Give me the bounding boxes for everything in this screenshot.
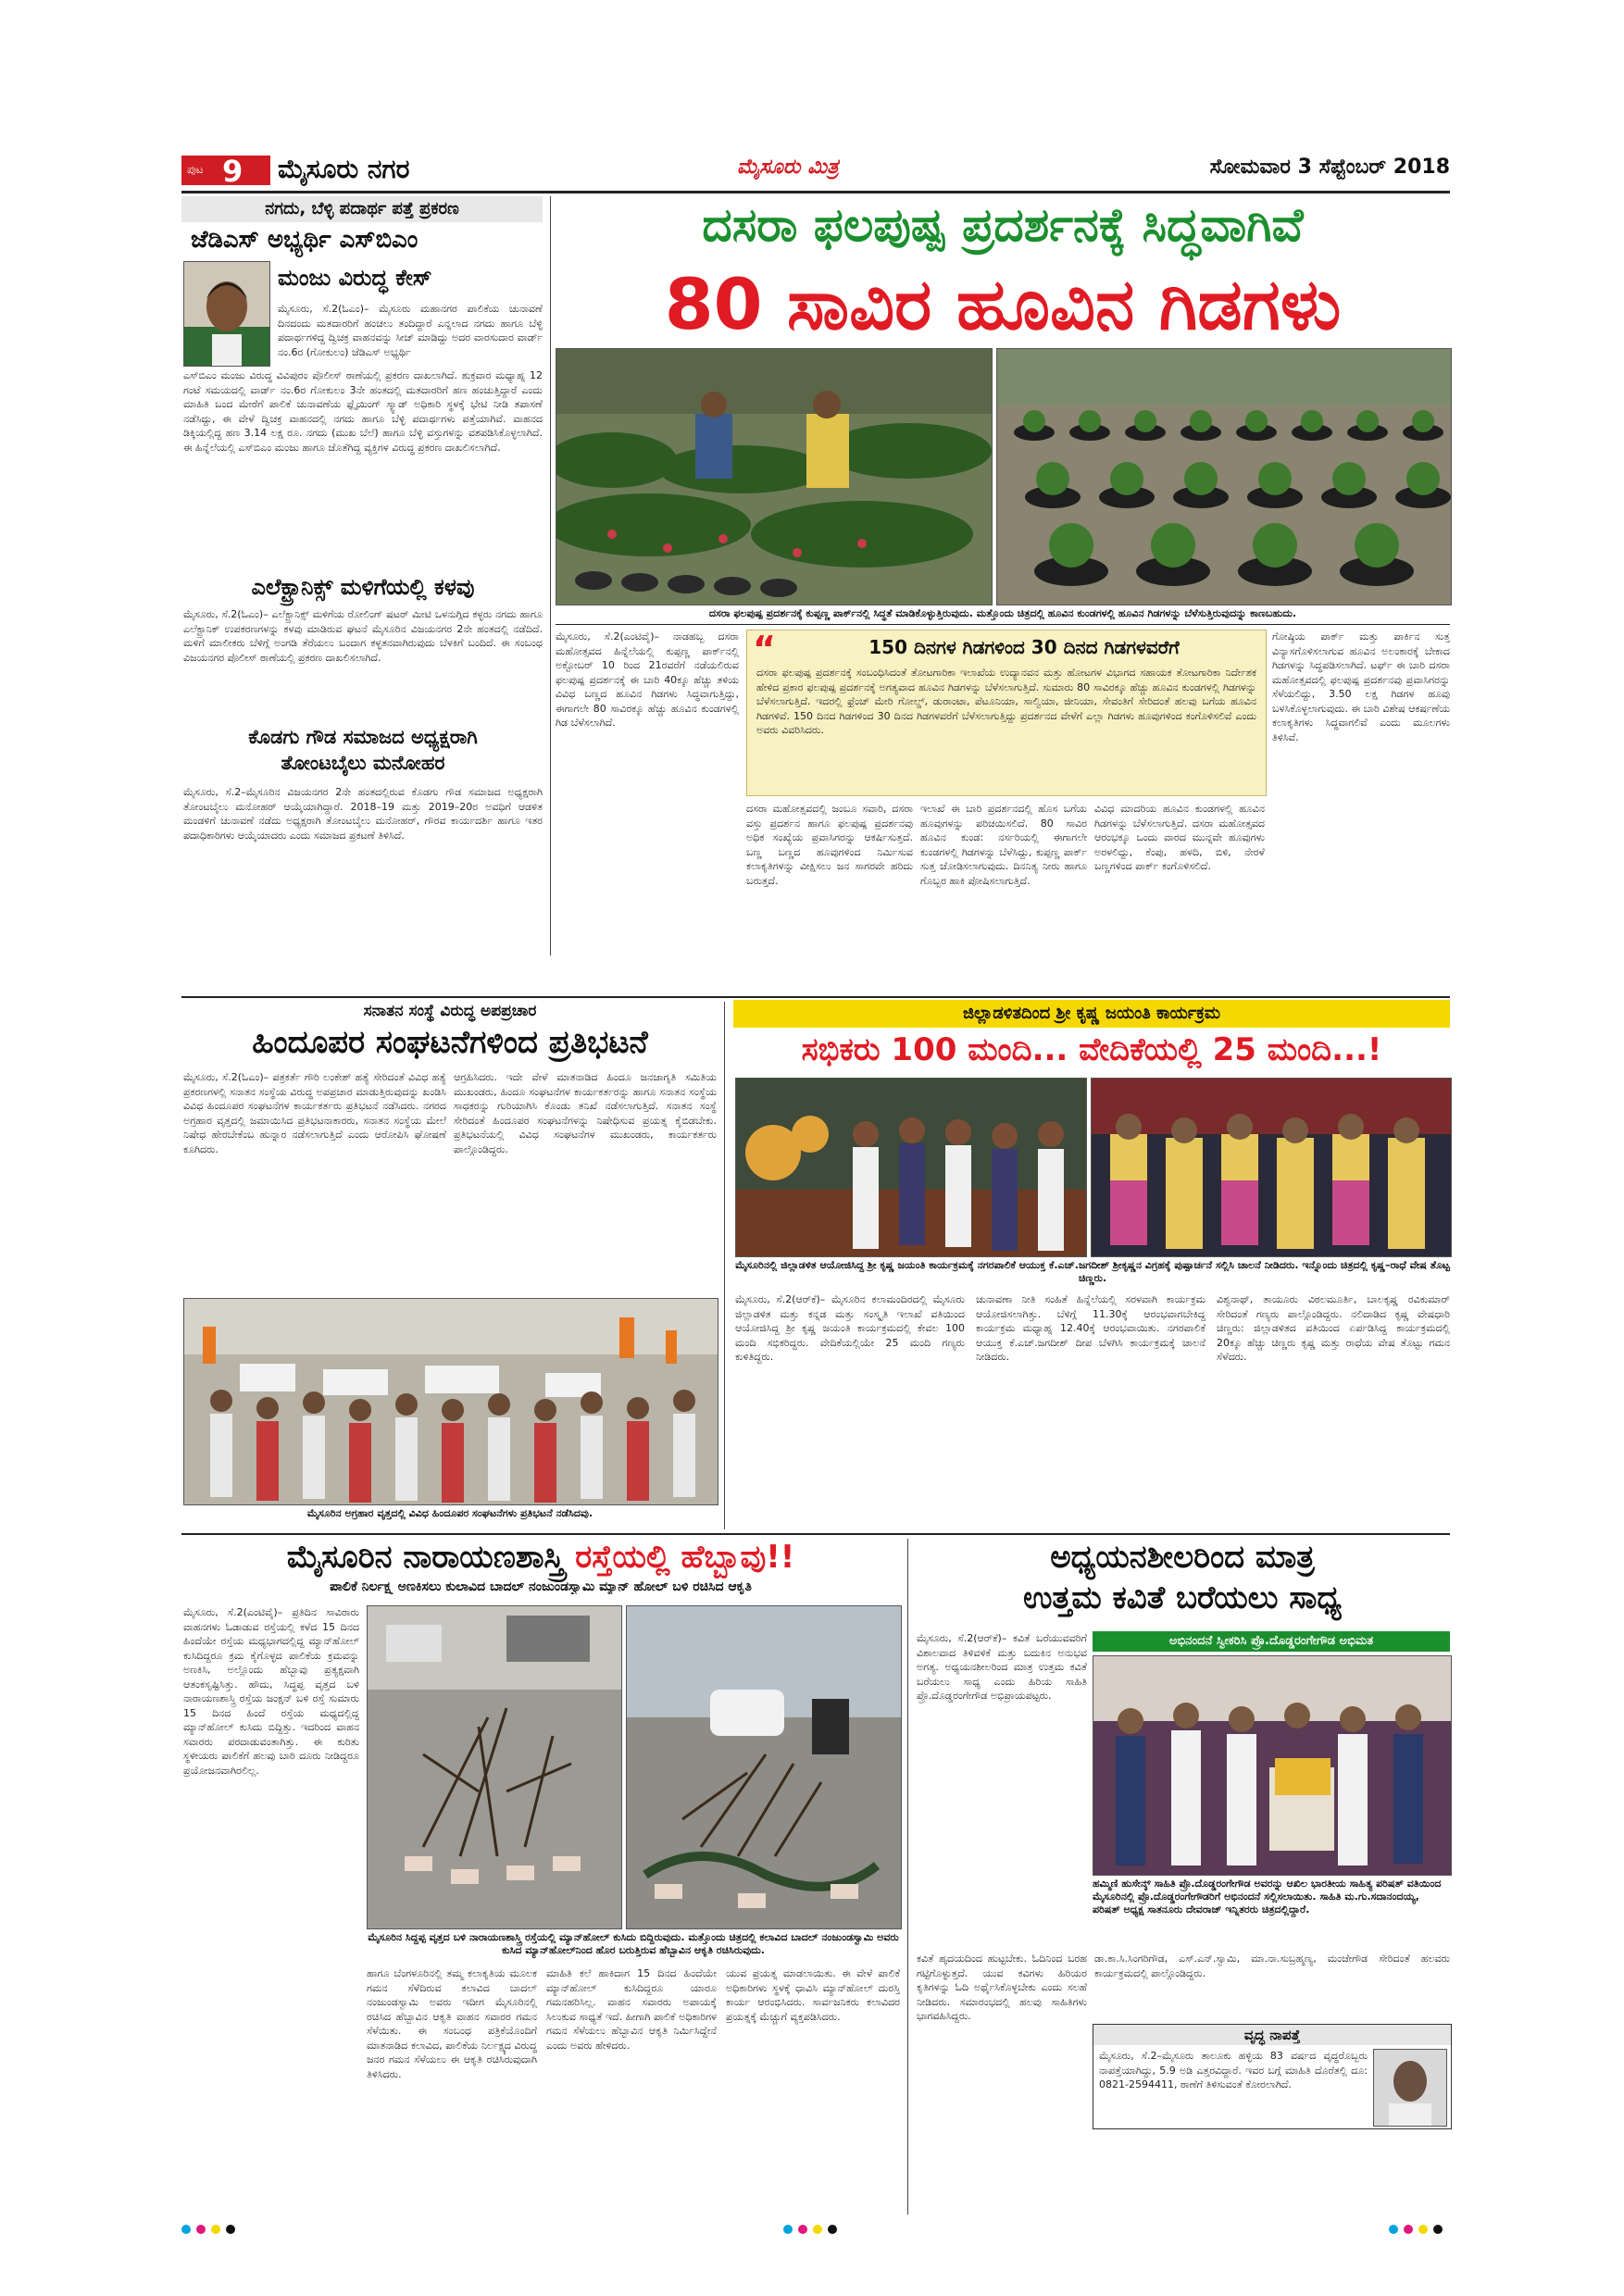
issue-date: ಸೋಮವಾರ 3 ಸೆಪ್ಟೆಂಬರ್ 2018 [1209,156,1450,179]
candidate-portrait [183,261,270,367]
story2-body: ಮೈಸೂರು, ಸೆ.2(ಓಎಂ)– ಎಲೆಕ್ಟ್ರಾನಿಕ್ಸ್ ಮಳಿಗೆಯ ರೋಲಿಂಗ್ ಷಟರ್ ಮೀಟಿ ಒಳನುಗ್ಗಿದ ಕಳ್ಳರು ನಗದು ಹಾಗೂ ಎಲೆಕ್ಟ್ರಾನಿಕ್ ಉಪಕರಣಗಳನ್ನು ಕಳವು ಮಾಡಿರುವ ಘಟನೆ ಮೈಸೂರಿನ ವಿಜಯನಗರ 2ನೇ ಹಂತದಲ್ಲಿ ನಡೆದಿದೆ. ಮಳಿಗೆ ಮಾಲೀಕರು ಬೆಳಿಗ್ಗೆ ಅಂಗಡಿ ತೆರೆಯಲು ಬಂದಾಗ ಕಳ್ಳತನವಾಗಿರುವುದು ಬೆಳಕಿಗೆ ಬಂದಿದೆ. ಈ ಸಂಬಂಧ ವಿಜಯನಗರ ಪೊಲೀಸ್ ಠಾಣೆಯಲ್ಲಿ ಪ್ರಕರಣ ದಾಖಲಿಸಲಾಗಿದೆ. [183,608,543,664]
road-headline-part-b: ರಸ್ತೆಯಲ್ಲಿ ಹೆಬ್ಬಾವು!! [575,1539,795,1576]
felicitation-photo [1093,1655,1452,1876]
dot-black [828,2225,837,2234]
poetry-body-col2: ಕವಿತೆ ಹೃದಯದಿಂದ ಹುಟ್ಟಬೇಕು. ಓದಿನಿಂದ ಬರಹ ಗಟ್ಟಿಗೊಳ್ಳುತ್ತದೆ. ಯುವ ಕವಿಗಳು ಹಿರಿಯರ ಕೃತಿಗಳನ್ನು ಓದಿ ಅರ್ಥೈಸಿಕೊಳ್ಳಬೇಕು ಎಂದು ಸಲಹೆ ನೀಡಿದರು. ಸಮಾರಂಭದಲ್ಲಿ ಹಲವು ಸಾಹಿತಿಗಳು ಭಾಗವಹಿಸಿದ್ದರು. [917,1953,1087,2022]
section-name: ಮೈಸೂರು ನಗರ [278,154,410,184]
story2-headline: ಎಲೆಕ್ಟ್ರಾನಿಕ್ಸ್ ಮಳಿಗೆಯಲ್ಲಿ ಕಳವು [251,574,475,600]
masthead [181,154,1450,187]
dot-yellow [211,2225,220,2234]
lead-body-col1: ಮೈಸೂರು, ಸೆ.2(ಎಂಟಿವೈ)– ನಾಡಹಬ್ಬ ದಸರಾ ಮಹೋತ್ಸವದ ಹಿನ್ನೆಲೆಯಲ್ಲಿ ಕುಪ್ಪಣ್ಣ ಪಾರ್ಕ್‌ನಲ್ಲಿ ಅಕ್ಟೋಬರ್ 10 ರಿಂದ 21ರವರೆಗೆ ನಡೆಯಲಿರುವ ಫಲಪುಷ್ಪ ಪ್ರದರ್ಶನಕ್ಕೆ ಈ ಬಾರಿ 40ಕ್ಕೂ ಹೆಚ್ಚು ತಳಿಯ ವಿವಿಧ ಬಣ್ಣದ ಹೂವಿನ ಗಿಡಗಳು ಸಿದ್ಧವಾಗುತ್ತಿದ್ದು, ಈಗಾಗಲೇ 80 ಸಾವಿರಕ್ಕೂ ಹೆಚ್ಚು ಹೂವಿನ ಕುಂಡಗಳಲ್ಲಿ ಗಿಡ ಬೆಳೆಸಲಾಗಿದೆ. [556,630,739,729]
poetry-kicker: ಅಭಿನಂದನೆ ಸ್ವೀಕರಿಸಿ ಪ್ರೊ.ದೊಡ್ಡರಂಗೇಗೌಡ ಅಭಿಮತ [1093,1631,1450,1652]
dot-black [226,2225,235,2234]
dot-magenta [196,2225,206,2234]
column-rule-left [550,196,551,955]
road-body-col1: ಮೈಸೂರು, ಸೆ.2(ಎಂಟಿವೈ)– ಪ್ರತಿದಿನ ಸಾವಿರಾರು ವಾಹನಗಳು ಓಡಾಡುವ ರಸ್ತೆಯಲ್ಲಿ ಕಳೆದ 15 ದಿನದ ಹಿಂದೆಯೇ ರಸ್ತೆಯ ಮಧ್ಯಭಾಗದಲ್ಲಿದ್ದ ಮ್ಯಾನ್‌ಹೋಲ್ ಕುಸಿದಿದ್ದರೂ ಕ್ರಮ ಕೈಗೊಳ್ಳದ ಪಾಲಿಕೆಯ ಕ್ರಮವನ್ನು ಅಣಕಿಸಿ, ಅಲ್ಲೊಂದು ಹೆಬ್ಬಾವು ಪ್ರತ್ಯಕ್ಷವಾಗಿ ಆತಂಕಸೃಷ್ಟಿಸಿತ್ತು. ಹೌದು, ಸಿದ್ಧಪ್ಪ ವೃತ್ತದ ಬಳಿ ನಾರಾಯಣಶಾಸ್ತ್ರಿ ರಸ್ತೆಯ ಜಂಕ್ಷನ್ ಬಳಿ ರಸ್ತೆ ಸುಮಾರು 15 ದಿನದ ಹಿಂದೆ ರಸ್ತೆಯ ಮಧ್ಯದಲ್ಲಿದ್ದ ಮ್ಯಾನ್‌ಹೋಲ್ ಕುಸಿದು ಬಿದ್ದಿತ್ತು. ಇದರಿಂದ ವಾಹನ ಸವಾರರು ಪರದಾಡುವಂತಾಗಿತ್ತು. ಈ ಕುರಿತು ಸ್ಥಳೀಯರು ಪಾಲಿಕೆಗೆ ಹಲವು ಬಾರಿ ದೂರು ನೀಡಿದ್ದರೂ ಪ್ರಯೋಜನವಾಗಿರಲಿಲ್ಲ. [183,1606,359,1777]
dot-yellow [813,2225,822,2234]
krishna-photo-2 [1091,1078,1452,1257]
lead-body-col3: ಇಲಾಖೆ ಈ ಬಾರಿ ಪ್ರದರ್ಶನದಲ್ಲಿ ಹೊಸ ಬಗೆಯ ಹೂವುಗಳನ್ನು ಪರಿಚಯಿಸಲಿದೆ. 80 ಸಾವಿರ ಹೂವಿನ ಕುಂಡ: ನರ್ಸರಿಯಲ್ಲಿ ಈಗಾಗಲೇ ಕುಂಡಗಳಲ್ಲಿ ಗಿಡಗಳನ್ನು ಬೆಳೆಸಿದ್ದು, ಕುಪ್ಪಣ್ಣ ಪಾರ್ಕ್ ಸುತ್ತ ಜೋಡಿಸಲಾಗುವುದು. ದಿನನಿತ್ಯ ನೀರು ಹಾಗೂ ಗೊಬ್ಬರ ಹಾಕಿ ಪೋಷಿಸಲಾಗುತ್ತಿದೆ. [920,803,1087,887]
dot-yellow [1418,2225,1428,2234]
lead-headline-2: 80 ಸಾವಿರ ಹೂವಿನ ಗಿಡಗಳು [664,263,1342,345]
section-rule-2 [181,1533,1450,1535]
story1-kicker: ನಗದು, ಬೆಳ್ಳಿ ಪದಾರ್ಥ ಪತ್ತೆ ಪ್ರಕರಣ [181,196,543,222]
page-label: ಪುಟ [187,163,204,176]
manhole-photo-2 [626,1605,902,1929]
poetry-caption: ಹಮ್ಮಿಣಿ ಹುಸೇನ್ಶ್ ಸಾಹಿತಿ ಪ್ರೊ.ದೊಡ್ಡರಂಗೇಗೌಡ ಅವರನ್ನು ಆಖಿಲ ಭಾರತೀಯ ಸಾಹಿತ್ಯ ಪರಿಷತ್ ವತಿಯಿಂದ ಮೈಸೂರಿನಲ್ಲಿ ಪ್ರೊ.ದೊಡ್ಡರಂಗೇಗೌಡರಿಗೆ ಅಭಿನಂದನೆ ಸಲ್ಲಿಸಲಾಯಿತು. ಸಾಹಿತಿ ಮ.ಗು.ಸದಾನಂದಯ್ಯ, ಪರಿಷತ್ ಅಧ್ಯಕ್ಷ ಸಾತನೂರು ದೇವರಾಜ್ ಇನ್ನಿತರರು ಚಿತ್ರದಲ್ಲಿದ್ದಾರೆ. [1093,1878,1442,1915]
paper-name: ಮೈಸೂರು ಮಿತ್ರ [737,156,839,179]
page-number-box [181,154,270,189]
story3-headline-2: ತೋಂಟಬೈಲು ಮನೋಹರ [281,752,445,774]
quote-mark-icon: “ [753,629,776,669]
story1-headline-2: ಮಂಜು ವಿರುದ್ಧ ಕೇಸ್ [278,265,432,291]
masthead-rule [181,191,1450,193]
road-body-col2: ಹಾಗೂ ಬೆಂಗಳೂರಿನಲ್ಲಿ ತಮ್ಮ ಕಲಾಕೃತಿಯ ಮೂಲಕ ಗಮನ ಸೆಳೆದಿರುವ ಕಲಾವಿದ ಬಾದಲ್ ನಂಜುಂಡಸ್ವಾಮಿ ಅವರು ಇದೀಗ ಮೈಸೂರಿನಲ್ಲಿ ರಚಿಸಿದ ಹೆಬ್ಬಾವಿನ ಆಕೃತಿ ವಾಹನ ಸವಾರರ ಗಮನ ಸೆಳೆಯಿತು. ಈ ಸಂಬಂಧ ಪತ್ರಿಕೆಯೊಂದಿಗೆ ಮಾತನಾಡಿದ ಕಲಾವಿದ, ಪಾಲಿಕೆಯ ನಿರ್ಲಕ್ಷ್ಯದ ವಿರುದ್ಧ ಜನರ ಗಮನ ಸೆಳೆಯಲು ಈ ಆಕೃತಿ ರಚಿಸಿರುವುದಾಗಿ ತಿಳಿಸಿದರು. [367,1967,537,2080]
poetry-body-col3: ಡಾ.ಕಾ.ಸಿ.ಸಿಂಗರಿಗೌಡ, ಎಸ್.ಎನ್.ಸ್ವಾಮಿ, ಮಾ.ನಾ.ಸುಬ್ರಹ್ಮಣ್ಯ, ಮಂಜೇಗೌಡ ಸೇರಿದಂತೆ ಹಲವರು ಕಾರ್ಯಕ್ರಮದಲ್ಲಿ ಪಾಲ್ಗೊಂಡಿದ್ದರು. [1094,1953,1450,1979]
poetry-body-col1: ಮೈಸೂರು, ಸೆ.2(ಆರ್‌ಕೆ)– ಕವಿತೆ ಬರೆಯುವವರಿಗೆ ವಿಶಾಲವಾದ ತಿಳಿವಳಿಕೆ ಮತ್ತು ಬದುಕಿನ ಅನುಭವ ಅಗತ್ಯ. ಅಧ್ಯಯನಶೀಲರಿಂದ ಮಾತ್ರ ಉತ್ತಮ ಕವಿತೆ ಬರೆಯಲು ಸಾಧ್ಯ ಎಂದು ಹಿರಿಯ ಸಾಹಿತಿ ಪ್ರೊ.ದೊಡ್ಡರಂಗೇಗೌಡ ಅಭಿಪ್ರಾಯಪಟ್ಟರು. [917,1632,1087,1702]
column-rule-middle [724,1002,725,1529]
story1-headline-1: ಜೆಡಿಎಸ್ ಅಭ್ಯರ್ಥಿ ಎಸ್‌ಬಿಎಂ [191,226,418,254]
poetry-headline-1: ಅಧ್ಯಯನಶೀಲರಿಂದ ಮಾತ್ರ [1050,1539,1315,1576]
section-rule-1 [181,996,1450,998]
registration-dots-left [181,2220,241,2238]
road-headline-part-a: ಮೈಸೂರಿನ ನಾರಾಯಣಶಾಸ್ತ್ರಿ [286,1539,576,1576]
column-rule-bottom [907,1539,908,2215]
lead-photo-caption: ದಸರಾ ಫಲಪುಷ್ಪ ಪ್ರದರ್ಶನಕ್ಕೆ ಕುಪ್ಪಣ್ಣ ಪಾರ್ಕ್‌ನಲ್ಲಿ ಸಿದ್ಧತೆ ಮಾಡಿಕೊಳ್ಳುತ್ತಿರುವುದು. ಮತ್ತೊಂದು ಚಿತ್ರದಲ್ಲಿ ಹೂವಿನ ಕುಂಡಗಳಲ್ಲಿ ಹೂವಿನ ಗಿಡಗಳನ್ನು ಬೆಳೆಸುತ್ತಿರುವುದನ್ನು ಕಾಣಬಹುದು. [708,607,1297,619]
lead-body-col5: ಗೋಷ್ಠಿಯ ಪಾರ್ಕ್ ಮತ್ತು ಪಾರ್ಕಿನ ಸುತ್ತ ವಿನ್ಯಾಸಗೊಳಿಸಲಾಗುವ ಹೂವಿನ ಅಲಂಕಾರಕ್ಕೆ ಬೇಕಾದ ಗಿಡಗಳನ್ನು ಸಿದ್ಧಪಡಿಸಲಾಗಿದೆ. ಟರ್ಫ್ ಈ ಬಾರಿ ದಸರಾ ಮಹೋತ್ಸವದಲ್ಲಿ ಫಲಪುಷ್ಪ ಪ್ರದರ್ಶನವು ಪ್ರವಾಸಿಗರನ್ನು ಸೆಳೆಯಲಿದ್ದು, 3.50 ಲಕ್ಷ ಗಿಡಗಳ ಹೂವು ಬಳಸಿಕೊಳ್ಳಲಾಗುವುದು. ಈ ಬಾರಿ ವಿಶೇಷ ಆಕರ್ಷಣೆಯ ಕಲಾಕೃತಿಗಳು ಸಿದ್ಧವಾಗಲಿವೆ ಎಂದು ಮೂಲಗಳು ತಿಳಿಸಿವೆ. [1272,630,1450,743]
krishna-caption: ಮೈಸೂರಿನಲ್ಲಿ ಜಿಲ್ಲಾಡಳಿತ ಆಯೋಜಿಸಿದ್ದ ಶ್ರೀ ಕೃಷ್ಣ ಜಯಂತಿ ಕಾರ್ಯಕ್ರಮಕ್ಕೆ ನಗರಪಾಲಿಕೆ ಆಯುಕ್ತ ಕೆ.ಎಚ್.ಜಗದೀಶ್ ಶ್ರೀಕೃಷ್ಣನ ವಿಗ್ರಹಕ್ಕೆ ಪುಷ್ಪಾರ್ಚನೆ ಸಲ್ಲಿಸಿ ಚಾಲನೆ ನೀಡಿದರು. ಇನ್ನೊಂದು ಚಿತ್ರದಲ್ಲಿ ಕೃಷ್ಣ–ರಾಧೆ ವೇಷ ತೊಟ್ಟ ಚಿಣ್ಣರು. [735,1259,1450,1284]
quote-box [746,630,1267,796]
missing-person-photo [1373,2049,1447,2127]
road-body-col3: ಮಾಹಿತಿ ಕಲೆ ಹಾಕಿದಾಗ 15 ದಿನದ ಹಿಂದೆಯೇ ಮ್ಯಾನ್‌ಹೋಲ್ ಕುಸಿದಿದ್ದರೂ ಯಾರೂ ಗಮನಹರಿಸಿಲ್ಲ. ವಾಹನ ಸವಾರರು ಅಪಾಯಕ್ಕೆ ಸಿಲುಕುವ ಸಾಧ್ಯತೆ ಇದೆ. ಹೀಗಾಗಿ ಪಾಲಿಕೆ ಅಧಿಕಾರಿಗಳ ಗಮನ ಸೆಳೆಯಲು ಹೆಬ್ಬಾವಿನ ಆಕೃತಿ ನಿರ್ಮಿಸಿದ್ದೇನೆ ಎಂದು ಅವರು ಹೇಳಿದರು. [546,1967,717,2052]
quote-headline: 150 ದಿನಗಳ ಗಿಡಗಳಿಂದ 30 ದಿನದ ಗಿಡಗಳವರೆಗೆ [868,636,1180,658]
flower-nursery-photo-2 [996,348,1452,605]
dot-magenta [1404,2225,1413,2234]
lead-caption-rule [556,624,1450,625]
protest-body-2: ಆಗ್ರಹಿಸಿದರು. ಇದೇ ವೇಳೆ ಮಾತನಾಡಿದ ಹಿಂದೂ ಜನಜಾಗೃತಿ ಸಮಿತಿಯ ಮುಖಂಡರು, ಹಿಂದೂ ಸಂಘಟನೆಗಳ ಕಾರ್ಯಕರ್ತರನ್ನು ಹಾಗೂ ಸನಾತನ ಸಂಸ್ಥೆಯ ಸಾಧಕರನ್ನು ಗುರಿಯಾಗಿಸಿ ಕೊಂಡು ತನಿಖೆ ನಡೆಸಲಾಗುತ್ತಿದೆ. ಸನಾತನ ಸಂಸ್ಥೆ ಸೇರಿದಂತೆ ಹಿಂದೂಪರ ಸಂಘಟನೆಗಳನ್ನು ನಿಷೇಧಿಸುವ ಪ್ರಯತ್ನ ಕೈಬಿಡಬೇಕು. ಪ್ರತಿಭಟನೆಯಲ್ಲಿ ವಿವಿಧ ಸಂಘಟನೆಗಳ ಮುಖಂಡರು, ಕಾರ್ಯಕರ್ತರು ಪಾಲ್ಗೊಂಡಿದ್ದರು. [454,1071,717,1155]
page-number: 9 [222,154,244,189]
protest-kicker: ಸನಾತನ ಸಂಸ್ಥೆ ವಿರುದ್ಧ ಅಪಪ್ರಚಾರ [363,1002,537,1020]
protest-caption: ಮೈಸೂರಿನ ಅಗ್ರಹಾರ ವೃತ್ತದಲ್ಲಿ ವಿವಿಧ ಹಿಂದೂಪರ ಸಂಘಟನೆಗಳು ಪ್ರತಿಭಟನೆ ನಡೆಸಿದವು. [306,1507,593,1519]
dot-black [1433,2225,1443,2234]
road-body-col4: ಯುವ ಪ್ರಯತ್ನ ಮಾಡಲಾಯಿತು. ಈ ವೇಳೆ ಪಾಲಿಕೆ ಅಧಿಕಾರಿಗಳು ಸ್ಥಳಕ್ಕೆ ಧಾವಿಸಿ ಮ್ಯಾನ್‌ಹೋಲ್ ದುರಸ್ತಿ ಕಾರ್ಯ ಆರಂಭಿಸಿದರು. ಸಾರ್ವಜನಿಕರು ಕಲಾವಿದರ ಪ್ರಯತ್ನಕ್ಕೆ ಮೆಚ್ಚುಗೆ ವ್ಯಕ್ತಪಡಿಸಿದರು. [726,1967,900,2023]
protest-photo [183,1298,718,1505]
road-headline [181,1539,900,1576]
poetry-headline-2: ಉತ್ತಮ ಕವಿತೆ ಬರೆಯಲು ಸಾಧ್ಯ [1022,1579,1343,1616]
lead-body-col2: ದಸರಾ ಮಹೋತ್ಸವದಲ್ಲಿ ಜಂಬೂ ಸವಾರಿ, ದಸರಾ ವಸ್ತು ಪ್ರದರ್ಶನ ಹಾಗೂ ಫಲಪುಷ್ಪ ಪ್ರದರ್ಶನವು ಅಧಿಕ ಸಂಖ್ಯೆಯ ಪ್ರವಾಸಿಗರನ್ನು ಆಕರ್ಷಿಸುತ್ತದೆ. ಬಣ್ಣ ಬಣ್ಣದ ಹೂವುಗಳಿಂದ ನಿರ್ಮಿಸುವ ಕಲಾಕೃತಿಗಳನ್ನು ವೀಕ್ಷಿಸಲು ಜನ ಸಾಗರವೇ ಹರಿದು ಬರುತ್ತದೆ. [746,803,913,887]
story3-body: ಮೈಸೂರು, ಸೆ.2–ಮೈಸೂರಿನ ವಿಜಯನಗರ 2ನೇ ಹಂತದಲ್ಲಿರುವ ಕೊಡಗು ಗೌಡ ಸಮಾಜದ ಅಧ್ಯಕ್ಷರಾಗಿ ತೋಂಟಬೈಲು ಮನೋಹರ್ ಆಯ್ಕೆಯಾಗಿದ್ದಾರೆ. 2018–19 ಮತ್ತು 2019–20ರ ಅವಧಿಗೆ ಆಡಳಿತ ಮಂಡಳಿಗೆ ಚುನಾವಣೆ ನಡೆದು ಅಧ್ಯಕ್ಷರಾಗಿ ತೋಂಟಬೈಲು ಮನೋಹರ್, ಗೌರವ ಕಾರ್ಯದರ್ಶಿ ಹಾಗೂ ಇತರ ಪದಾಧಿಕಾರಿಗಳು ಆಯ್ಕೆಯಾದರು ಎಂದು ಸಮಾಜದ ಪ್ರಕಟಣೆ ತಿಳಿಸಿದೆ. [183,786,543,842]
protest-body-1: ಮೈಸೂರು, ಸೆ.2(ಓಎಂ)– ಪತ್ರಕರ್ತೆ ಗೌರಿ ಲಂಕೇಶ್ ಹತ್ಯೆ ಸೇರಿದಂತೆ ವಿವಿಧ ಹತ್ಯೆ ಪ್ರಕರಣಗಳಲ್ಲಿ ಸನಾತನ ಸಂಸ್ಥೆಯ ವಿರುದ್ಧ ಅಪಪ್ರಚಾರ ಮಾಡುತ್ತಿರುವುದನ್ನು ಖಂಡಿಸಿ ವಿವಿಧ ಹಿಂದೂಪರ ಸಂಘಟನೆಗಳ ಕಾರ್ಯಕರ್ತರು ಪ್ರತಿಭಟನೆ ನಡೆಸಿದರು. ನಗರದ ಅಗ್ರಹಾರ ವೃತ್ತದಲ್ಲಿ ಜಮಾಯಿಸಿದ ಪ್ರತಿಭಟನಾಕಾರರು, ಸನಾತನ ಸಂಸ್ಥೆಯ ಮೇಲೆ ನಿಷೇಧ ಹೇರಬೇಕೆಂಬ ಹುನ್ನಾರ ನಡೆಸಲಾಗುತ್ತಿದೆ ಎಂದು ಆರೋಪಿಸಿ ಘೋಷಣೆ ಕೂಗಿದರು. [183,1071,446,1155]
story3-headline-1: ಕೊಡಗು ಗೌಡ ಸಮಾಜದ ಅಧ್ಯಕ್ಷರಾಗಿ [248,726,478,748]
krishna-body-1: ಮೈಸೂರು, ಸೆ.2(ಆರ್‌ಕೆ)– ಮೈಸೂರಿನ ಕಲಾಮಂದಿರದಲ್ಲಿ ಮೈಸೂರು ಜಿಲ್ಲಾಡಳಿತ ಮತ್ತು ಕನ್ನಡ ಮತ್ತು ಸಂಸ್ಕೃತಿ ಇಲಾಖೆ ವತಿಯಿಂದ ಆಯೋಜಿಸಿದ್ದ ಶ್ರೀ ಕೃಷ್ಣ ಜಯಂತಿ ಕಾರ್ಯಕ್ರಮದಲ್ಲಿ ಕೇವಲ 100 ಮಂದಿ ಸಭಿಕರಿದ್ದರು. ವೇದಿಕೆಯಲ್ಲಿಯೇ 25 ಮಂದಿ ಗಣ್ಯರು ಕುಳಿತಿದ್ದರು. [735,1293,965,1363]
dot-cyan [181,2225,191,2234]
obit-body: ಮೈಸೂರು, ಸೆ.2–ಮೈಸೂರು ತಾಲೂಕು ಹಳ್ಳಿಯ 83 ವರ್ಷದ ವೃದ್ಧರೊಬ್ಬರು ನಾಪತ್ತೆಯಾಗಿದ್ದು, 5.9 ಅಡಿ ಎತ್ತರವಿದ್ದಾರೆ. ಇವರ ಬಗ್ಗೆ ಮಾಹಿತಿ ದೊರೆತಲ್ಲಿ ದೂ: 0821-2594411, ಠಾಣೆಗೆ ತಿಳಿಸುವಂತೆ ಕೋರಲಾಗಿದೆ. [1099,2050,1368,2090]
story1-body-intro: ಮೈಸೂರು, ಸೆ.2(ಓಎಂ)– ಮೈಸೂರು ಮಹಾನಗರ ಪಾಲಿಕೆಯ ಚುನಾವಣೆ ದಿನದಂದು ಮತದಾರರಿಗೆ ಹಂಚಲು ತಂದಿದ್ದಾರೆ ಎನ್ನಲಾದ ನಗದು ಹಾಗೂ ಬೆಳ್ಳಿ ಪದಾರ್ಥಗಳಿದ್ದ ದ್ವಿಚಕ್ರ ವಾಹನವನ್ನು ಸೀಜ್ ಮಾಡಿದ್ದು ಅದರ ವಾರಸುದಾರ ವಾರ್ಡ್ ನಂ.6ರ (ಗೋಕುಲಂ) ಜೆಡಿಎಸ್ ಅಭ್ಯರ್ಥಿ [278,303,543,358]
protest-headline: ಹಿಂದೂಪರ ಸಂಘಟನೆಗಳಿಂದ ಪ್ರತಿಭಟನೆ [252,1024,648,1061]
krishna-photo-1 [735,1078,1087,1257]
dot-cyan [1389,2225,1398,2234]
lead-headline-1: ದಸರಾ ಫಲಪುಷ್ಪ ಪ್ರದರ್ಶನಕ್ಕೆ ಸಿದ್ಧವಾಗಿವೆ [702,198,1304,252]
krishna-headline: ಸಭಿಕರು 100 ಮಂದಿ... ವೇದಿಕೆಯಲ್ಲಿ 25 ಮಂದಿ...! [801,1031,1382,1068]
krishna-body-2: ಚುನಾವಣಾ ನೀತಿ ಸಂಹಿತೆ ಹಿನ್ನೆಲೆಯಲ್ಲಿ ಸರಳವಾಗಿ ಕಾರ್ಯಕ್ರಮ ಆಯೋಜಿಸಲಾಗಿತ್ತು. ಬೆಳಿಗ್ಗೆ 11.30ಕ್ಕೆ ಆರಂಭವಾಗಬೇಕಿದ್ದ ಕಾರ್ಯಕ್ರಮ ಮಧ್ಯಾಹ್ನ 12.40ಕ್ಕೆ ಆರಂಭವಾಯಿತು. ನಗರಪಾಲಿಕೆ ಆಯುಕ್ತ ಕೆ.ಎಚ್.ಜಗದೀಶ್ ದೀಪ ಬೆಳಗಿಸಿ ಕಾರ್ಯಕ್ರಮಕ್ಕೆ ಚಾಲನೆ ನೀಡಿದರು. [976,1293,1206,1363]
quote-body: ದಸರಾ ಫಲಪುಷ್ಪ ಪ್ರದರ್ಶನಕ್ಕೆ ಸಂಬಂಧಿಸಿದಂತೆ ತೋಟಗಾರಿಕಾ ಇಲಾಖೆಯ ಉದ್ಯಾನವನ ಮತ್ತು ಹೋಟಗಳ ವಿಭಾಗದ ಸಹಾಯಕ ತೋಟಗಾರಿಕಾ ನಿರ್ದೇಶಕ ಹೇಳಿದ ಪ್ರಕಾರ ಫಲಪುಷ್ಪ ಪ್ರದರ್ಶನಕ್ಕೆ ಅಗತ್ಯವಾದ ಹೂವಿನ ಗಿಡಗಳನ್ನು ಬೆಳೆಸಲಾಗುತ್ತಿದೆ. ಸುಮಾರು 80 ಸಾವಿರಕ್ಕೂ ಹೆಚ್ಚು ಹೂವಿನ ಕುಂಡಗಳಲ್ಲಿ ಗಿಡಗಳನ್ನು ಬೆಳೆಸಲಾಗುತ್ತಿದೆ. ಇದರಲ್ಲಿ ಫ್ರೆಂಚ್ ಮೇರಿ ಗೋಲ್ಡ್, ಡುರಾಂಟಾ, ಪೆಟೂನಿಯಾ, ಸಾಲ್ವಿಯಾ, ಜೀನಿಯಾ, ಸೇವಂತಿಗೆ ಸೇರಿದಂತೆ ಹಲವು ಬಗೆಯ ಹೂವಿನ ಗಿಡಗಳಿವೆ. 150 ದಿನದ ಗಿಡಗಳಿಂದ 30 ದಿನದ ಗಿಡಗಳವರೆಗೆ ಬೆಳೆಸಲಾಗುತ್ತಿದ್ದು ಪ್ರದರ್ಶನದ ವೇಳೆಗೆ ಎಲ್ಲಾ ಗಿಡಗಳು ಹೂವುಗಳಿಂದ ಕಂಗೊಳಿಸಲಿವೆ ಎಂದು ಅವರು ವಿವರಿಸಿದರು. [756,667,1256,736]
lead-body-col4: ವಿವಿಧ ಮಾದರಿಯ ಹೂವಿನ ಕುಂಡಗಳಲ್ಲಿ ಹೂವಿನ ಗಿಡಗಳನ್ನು ಬೆಳೆಸಲಾಗುತ್ತಿದೆ. ದಸರಾ ಮಹೋತ್ಸವದ ಆರಂಭಕ್ಕೂ ಒಂದು ವಾರದ ಮುನ್ನವೇ ಹೂವುಗಳು ಅರಳಲಿದ್ದು, ಕೆಂಪು, ಹಳದಿ, ಬಿಳಿ, ನೇರಳೆ ಬಣ್ಣಗಳಿಂದ ಪಾರ್ಕ್ ಕಂಗೊಳಿಸಲಿದೆ. [1094,803,1265,872]
road-photo-caption: ಮೈಸೂರಿನ ಸಿದ್ದಪ್ಪ ವೃತ್ತದ ಬಳಿ ನಾರಾಯಣಶಾಸ್ತ್ರಿ ರಸ್ತೆಯಲ್ಲಿ ಮ್ಯಾನ್‌ಹೋಲ್ ಕುಸಿದು ಬಿದ್ದಿರುವುದು. ಮತ್ತೊಂದು ಚಿತ್ರದಲ್ಲಿ ಕಲಾವಿದ ಬಾದಲ್ ನಂಜುಂಡಸ್ವಾಮಿ ಅವರು ಕುಸಿದ ಮ್ಯಾನ್‌ಹೋಲ್‌ನಿಂದ ಹೊರ ಬರುತ್ತಿರುವ ಹೆಬ್ಬಾವಿನ ಆಕೃತಿ ರಚಿಸಿರುವುದು. [368,1931,899,1956]
dot-cyan [783,2225,793,2234]
manhole-photo-1 [367,1605,622,1929]
road-subhead: ಪಾಲಿಕೆ ನಿರ್ಲಕ್ಷ್ಯ ಅಣಕಿಸಲು ಕುಲಾವಿದ ಬಾದಲ್ ನಂಜುಂಡಸ್ವಾಮಿ ಮ್ಯಾನ್ ಹೋಲ್ ಬಳಿ ರಚಿಸಿದ ಆಕೃತಿ [330,1579,752,1594]
obit-box [1093,2024,1452,2129]
krishna-body-3: ವಿಶ್ವನಾಥ್, ತಾಯೂರು ವಿಠಲಮೂರ್ತಿ, ಬಾಲಕೃಷ್ಣ ರವಿಕುಮಾರ್ ಸೇರಿದಂತೆ ಗಣ್ಯರು ಪಾಲ್ಗೊಂಡಿದ್ದರು. ನಲಿದಾಡಿದ ಕೃಷ್ಣ ವೇಷಧಾರಿ ಚಿಣ್ಣರು: ಜಿಲ್ಲಾಡಳಿತದ ವತಿಯಿಂದ ಏರ್ಪಡಿಸಿದ್ದ ಕಾರ್ಯಕ್ರಮದಲ್ಲಿ 20ಕ್ಕೂ ಹೆಚ್ಚು ಚಿಣ್ಣರು ಕೃಷ್ಣ ಮತ್ತು ರಾಧೆಯ ವೇಷ ತೊಟ್ಟು ಗಮನ ಸೆಳೆದರು. [1217,1293,1450,1363]
registration-dots-center [783,2220,843,2238]
dot-magenta [798,2225,807,2234]
registration-dots-right [1389,2220,1448,2238]
story1-body: ಎಸ್‌ಬಿಎಂ ಮಂಜು ವಿರುದ್ಧ ವಿವಿಪುರಂ ಪೊಲೀಸ್ ಠಾಣೆಯಲ್ಲಿ ಪ್ರಕರಣ ದಾಖಲಾಗಿದೆ. ಶುಕ್ರವಾರ ಮಧ್ಯಾಹ್ನ 12 ಗಂಟೆ ಸಮಯದಲ್ಲಿ ವಾರ್ಡ್ ನಂ.6ರ ಗೋಕುಲಂ 3ನೇ ಹಂತದಲ್ಲಿ ಮತದಾರರಿಗೆ ಹಣ ಹಂಚುತ್ತಿದ್ದಾರೆ ಎಂದು ಮಾಹಿತಿ ಬಂದ ಮೇರೆಗೆ ಪಾಲಿಕೆ ಚುನಾವಣೆಯ ಫ್ಲೈಯಿಂಗ್ ಸ್ಕ್ವಾಡ್ ಅಧಿಕಾರಿ ಸ್ಥಳಕ್ಕೆ ಭೇಟಿ ನೀಡಿ ತಪಾಸಣೆ ನಡೆಸಿದ್ದು, ಈ ವೇಳೆ ದ್ವಿಚಕ್ರ ವಾಹನದಲ್ಲಿ ನಗದು ಹಾಗೂ ಬೆಳ್ಳಿ ಪದಾರ್ಥಗಳು ಪತ್ತೆಯಾಗಿವೆ. ವಾಹನದ ಡಿಕ್ಕಿಯಲ್ಲಿದ್ದ ಹಣ 3.14 ಲಕ್ಷ ರೂ. ನಗದು (ಮುಖ ಬೆಲೆ) ಹಾಗೂ ಬೆಳ್ಳಿ ವಸ್ತುಗಳನ್ನು ವಶಪಡಿಸಿಕೊಳ್ಳಲಾಗಿದೆ. ಈ ಹಿನ್ನೆಲೆಯಲ್ಲಿ ಎಸ್‌ಬಿಎಂ ಮಂಜು ಹಾಗೂ ಜೊತೆಗಿದ್ದ ವ್ಯಕ್ತಿಗಳ ವಿರುದ್ಧ ಪ್ರಕರಣ ದಾಖಲಿಸಲಾಗಿದೆ. [183,369,543,454]
flower-nursery-photo-1 [556,348,993,605]
obit-kicker: ವೃದ್ಧ ನಾಪತ್ತೆ [1093,2025,1451,2045]
krishna-kicker: ಜಿಲ್ಲಾಡಳಿತದಿಂದ ಶ್ರೀ ಕೃಷ್ಣ ಜಯಂತಿ ಕಾರ್ಯಕ್ರಮ [733,1000,1450,1028]
